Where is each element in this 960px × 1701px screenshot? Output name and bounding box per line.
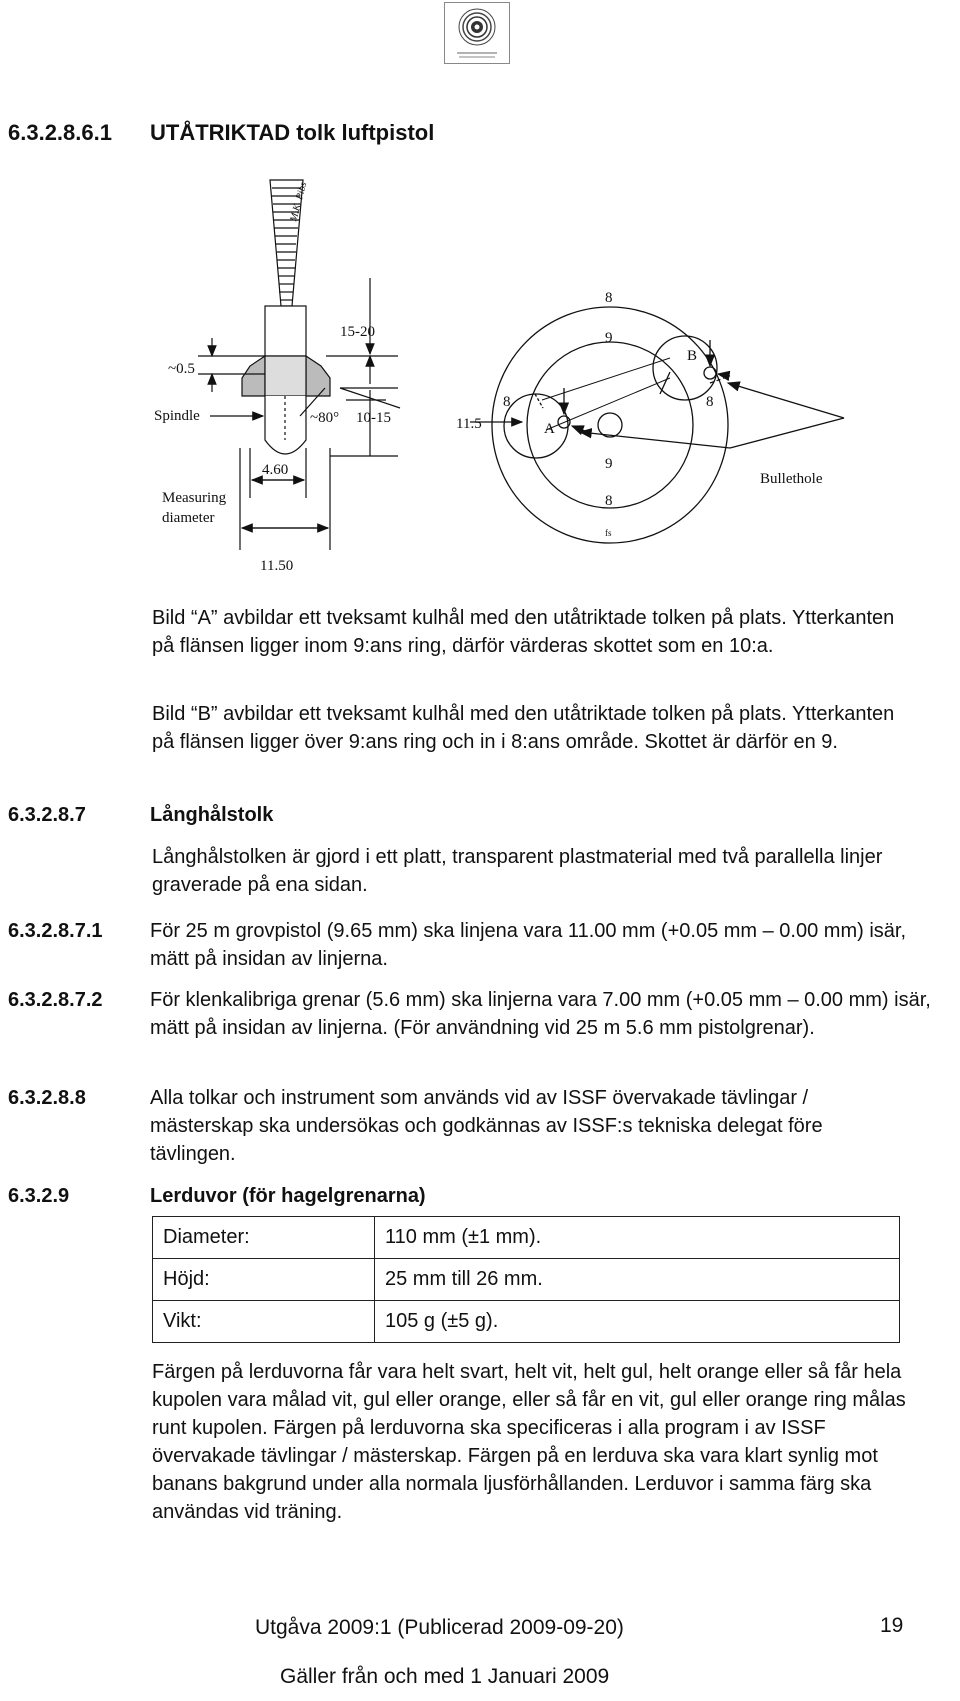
section-6-3-2-8-7 bbox=[8, 801, 274, 829]
paragraph-farg: Färgen på lerduvorna får vara helt svart, helt vit, helt gul, helt orange eller så får hela kupolen vara målad vit, gul eller orange, eller så får en vit, gul eller orange ring målas runt kupolen. Färgen på lerduvorna ska specificeras i alla program i av ISSF övervakade tävlingar / mästerskap. Färgen på en lerduva ska vara klart synlig mot banans bakgrund under alla normala ljusförhållanden. Lerduvor i samma färg ska användas vid träning. bbox=[152, 1361, 906, 1523]
section-heading bbox=[8, 120, 434, 146]
section-text: Alla tolkar och instrument som används vid av ISSF övervakade tävlingar / mästerskap ska undersökas och godkännas av ISSF:s tekniska delegat före tävlingen. bbox=[150, 1087, 823, 1165]
ring-label-fs: fs bbox=[605, 528, 612, 538]
label-115: 11.5 bbox=[456, 416, 482, 432]
label-bullethole: Bullethole bbox=[760, 471, 823, 487]
ring-label-8-left: 8 bbox=[503, 394, 511, 410]
paragraph-langhalstolk: Långhålstolken är gjord i ett platt, transparent plastmaterial med två parallella linjer graverade på ena sidan. bbox=[152, 846, 883, 896]
table-key: Diameter: bbox=[153, 1217, 375, 1259]
label-10-15: 10-15 bbox=[356, 410, 391, 426]
ring-label-8-top: 8 bbox=[605, 290, 613, 306]
section-title: Långhålstolk bbox=[150, 804, 274, 826]
section-text: För 25 m grovpistol (9.65 mm) ska linjena vara 11.00 mm (+0.05 mm – 0.00 mm) isär, mätt på insidan av linjerna. bbox=[150, 920, 907, 970]
table-row bbox=[153, 1259, 900, 1301]
section-number: 6.3.2.8.7.2 bbox=[8, 989, 103, 1011]
section-number: 6.3.2.8.7.1 bbox=[8, 920, 103, 942]
target-logo-icon bbox=[445, 3, 509, 63]
section-number: 6.3.2.8.7 bbox=[8, 804, 86, 826]
paragraph-bild-a: Bild “A” avbildar ett tveksamt kulhål med den utåtriktade tolken på plats. Ytterkanten på flänsen ligger inom 9:ans ring, därför värderas skottet som en 10:a. bbox=[152, 607, 895, 657]
table-key: Vikt: bbox=[153, 1301, 375, 1343]
label-approx-05: ~0.5 bbox=[168, 361, 195, 377]
issf-logo bbox=[444, 2, 510, 64]
section-number: 6.3.2.8.8 bbox=[8, 1087, 86, 1109]
ring-label-9-top: 9 bbox=[605, 330, 613, 346]
handwriting-note: M.K. Pibs bbox=[288, 181, 310, 223]
label-diameter: diameter bbox=[162, 510, 215, 526]
section-6-3-2-9 bbox=[8, 1182, 426, 1210]
section-text: För klenkalibriga grenar (5.6 mm) ska linjerna vara 7.00 mm (+0.05 mm – 0.00 mm) isär, mätt på insidan av linjerna. (För användning vid 25 m 5.6 mm pistolgrenar). bbox=[150, 989, 931, 1039]
label-angle: ~80° bbox=[310, 410, 340, 426]
section-number: 6.3.2.9 bbox=[8, 1185, 70, 1207]
section-title: UTÅTRIKTAD tolk luftpistol bbox=[150, 120, 435, 145]
ring-label-8-bottom: 8 bbox=[605, 493, 613, 509]
ring-label-8-right: 8 bbox=[706, 394, 714, 410]
table-value: 25 mm till 26 mm. bbox=[375, 1259, 900, 1301]
label-1150: 11.50 bbox=[260, 558, 294, 574]
table-key: Höjd: bbox=[153, 1259, 375, 1301]
paragraph-bild-b: Bild “B” avbildar ett tveksamt kulhål med den utåtriktade tolken på plats. Ytterkanten på flänsen ligger över 9:ans ring och in i 8:ans område. Skottet är därför en 9. bbox=[152, 703, 895, 753]
gauge-diagram bbox=[150, 178, 910, 583]
footer-valid-from: Gäller från och med 1 Januari 2009 bbox=[280, 1665, 610, 1688]
label-460: 4.60 bbox=[262, 462, 289, 478]
label-a: A bbox=[544, 421, 555, 437]
label-b: B bbox=[687, 348, 698, 364]
page-number: 19 bbox=[880, 1614, 904, 1637]
label-15-20: 15-20 bbox=[340, 324, 375, 340]
table-row bbox=[153, 1301, 900, 1343]
footer-edition: Utgåva 2009:1 (Publicerad 2009-09-20) bbox=[255, 1616, 624, 1639]
label-spindle: Spindle bbox=[154, 408, 200, 424]
section-title: Lerduvor (för hagelgrenarna) bbox=[150, 1185, 426, 1207]
table-row bbox=[153, 1217, 900, 1259]
ring-label-9-bottom: 9 bbox=[605, 456, 613, 472]
lerduva-spec-table bbox=[152, 1216, 900, 1343]
label-measuring: Measuring bbox=[162, 490, 227, 506]
table-value: 110 mm (±1 mm). bbox=[375, 1217, 900, 1259]
table-value: 105 g (±5 g). bbox=[375, 1301, 900, 1343]
section-number: 6.3.2.8.6.1 bbox=[8, 120, 112, 145]
